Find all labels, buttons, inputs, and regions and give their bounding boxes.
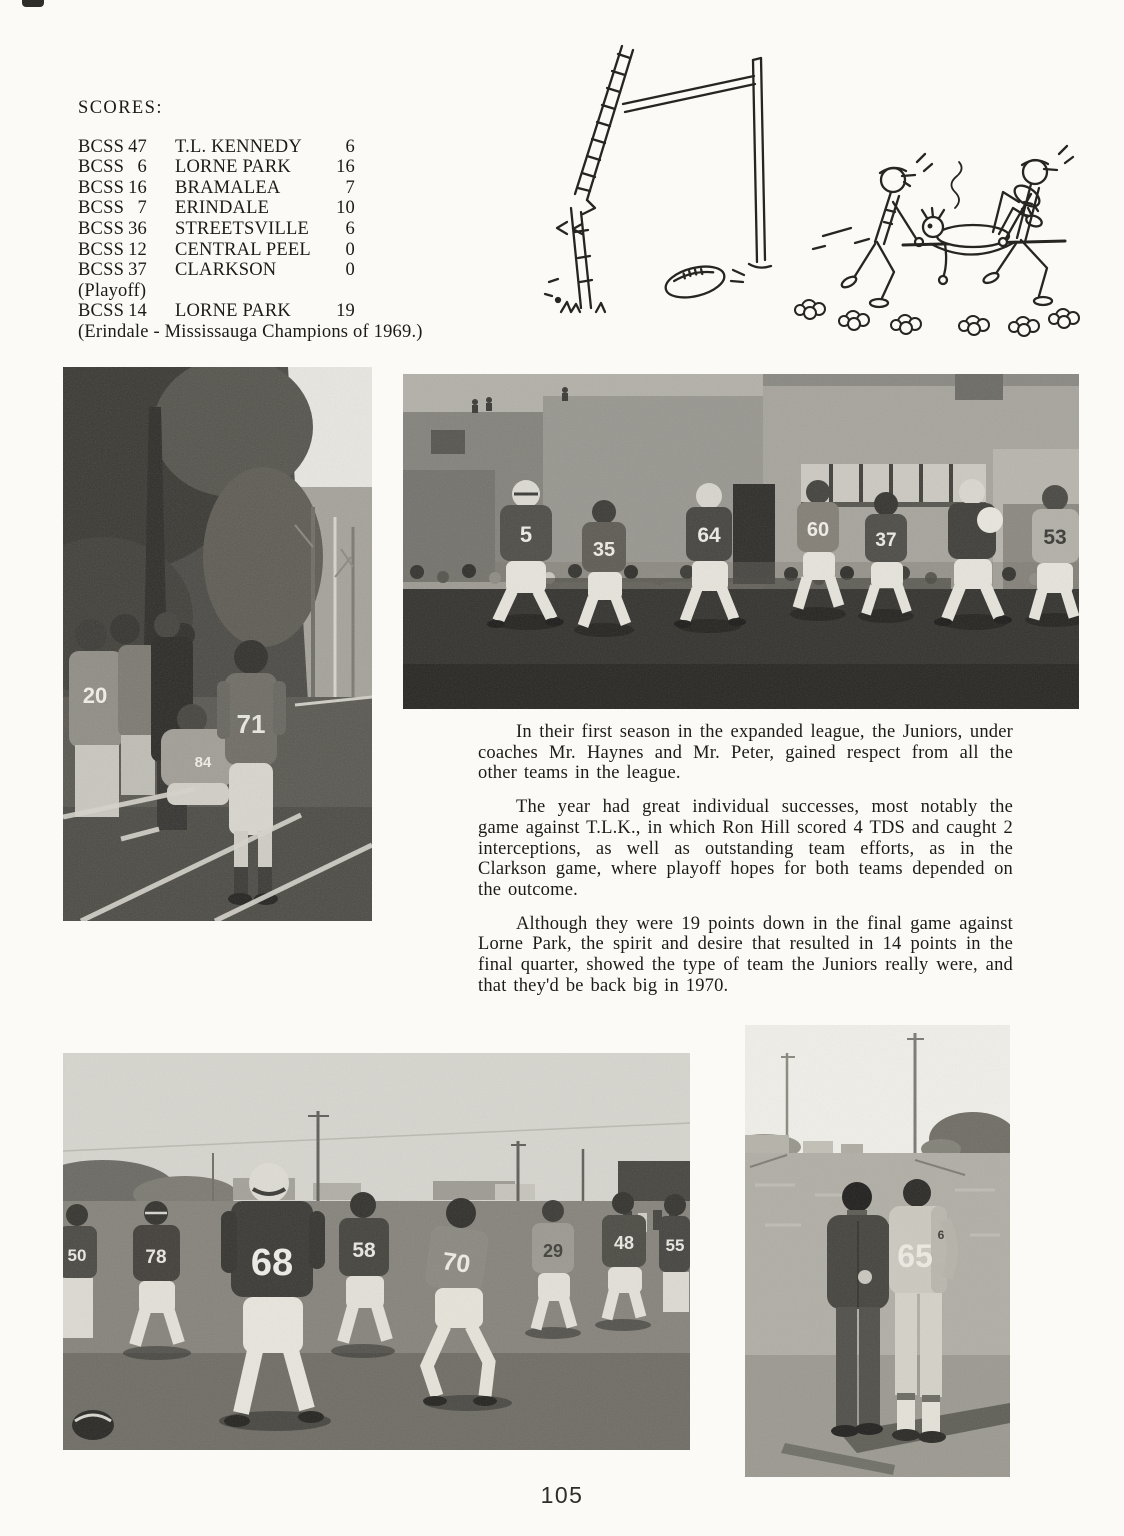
school-game-photo-image — [403, 374, 1079, 709]
score-row — [78, 240, 423, 261]
score-home-points: 37 — [128, 260, 147, 281]
dust-puffs — [795, 300, 1079, 336]
football-drawing — [663, 261, 744, 303]
score-opponent-points: 19 — [336, 301, 355, 322]
playoff-label: (Playoff) — [78, 280, 147, 301]
score-opponent: LORNE PARK — [175, 157, 291, 178]
score-home-points: 16 — [128, 177, 147, 198]
score-home-team: BCSS — [78, 301, 125, 322]
score-opponent-points: 6 — [345, 136, 355, 157]
injury-cartoon-drawing — [503, 30, 1095, 355]
scan-artifact — [22, 0, 44, 7]
article-paragraph: In their first season in the expanded league, the Juniors, under coaches Mr. Haynes and Mr. Peter, gained respect from all the other teams in the league. — [478, 722, 1013, 784]
film-grain — [403, 374, 1079, 709]
sideline-photo — [63, 367, 372, 921]
score-opponent-points: 6 — [345, 218, 355, 239]
score-opponent: CLARKSON — [175, 260, 277, 281]
score-row-playoff — [78, 301, 423, 322]
coach-player-photo — [745, 1025, 1010, 1477]
score-opponent: STREETSVILLE — [175, 218, 309, 239]
article-section — [478, 722, 1013, 1009]
score-home-team: BCSS — [78, 157, 125, 178]
score-row — [78, 260, 423, 281]
score-opponent-points: 16 — [336, 157, 355, 178]
film-grain — [63, 367, 372, 921]
school-game-photo — [403, 374, 1079, 709]
score-home-points: 47 — [128, 136, 147, 157]
score-opponent: BRAMALEA — [175, 177, 281, 198]
score-opponent-points: 0 — [345, 239, 355, 260]
page-number: 105 — [540, 1482, 584, 1508]
article-paragraph: Although they were 19 points down in the final game against Lorne Park, the spirit and desire that resulted in 14 points in the final quarter, showed the type of team the Juniors really were, and that they'd be back big in 1970. — [478, 913, 1013, 996]
field-game-photo-image — [63, 1053, 690, 1450]
score-home-team: BCSS — [78, 260, 125, 281]
score-home-points: 6 — [137, 157, 147, 178]
sideline-photo-image — [63, 367, 372, 921]
score-row — [78, 157, 423, 178]
score-home-points: 36 — [128, 218, 147, 239]
article-paragraph: The year had great individual successes, most notably the game against T.L.K., in which Ron Hill scored 4 TDS and caught 2 interceptions, as well as outstanding team efforts, as in the Clarkson game, where playoff hopes for both teams depended on the outcome. — [478, 797, 1013, 900]
coach-player-photo-image — [745, 1025, 1010, 1477]
score-home-points: 7 — [137, 198, 147, 219]
score-home-team: BCSS — [78, 136, 125, 157]
score-row — [78, 178, 423, 199]
score-opponent-points: 0 — [345, 260, 355, 281]
scores-footnote: (Erindale - Mississauga Champions of 1969.) — [78, 321, 423, 342]
score-opponent-points: 7 — [345, 177, 355, 198]
score-home-points: 12 — [128, 239, 147, 260]
scores-title: SCORES: — [78, 98, 163, 118]
injured-player — [903, 162, 1065, 284]
score-opponent-points: 10 — [336, 198, 355, 219]
score-row — [78, 137, 423, 158]
scores-section — [78, 98, 423, 343]
film-grain — [63, 1053, 690, 1450]
score-home-team: BCSS — [78, 218, 125, 239]
score-opponent: CENTRAL PEEL — [175, 239, 311, 260]
score-row — [78, 219, 423, 240]
score-opponent: ERINDALE — [175, 198, 270, 219]
stretcher-bearers — [840, 146, 1073, 307]
injury-cartoon — [503, 30, 1095, 355]
score-home-team: BCSS — [78, 239, 125, 260]
score-row — [78, 198, 423, 219]
score-home-team: BCSS — [78, 177, 125, 198]
score-opponent: LORNE PARK — [175, 301, 291, 322]
field-game-photo — [63, 1053, 690, 1450]
score-home-points: 14 — [128, 301, 147, 322]
ground-marks — [813, 228, 869, 249]
score-home-team: BCSS — [78, 198, 125, 219]
score-opponent: T.L. KENNEDY — [175, 136, 302, 157]
film-grain — [745, 1025, 1010, 1477]
